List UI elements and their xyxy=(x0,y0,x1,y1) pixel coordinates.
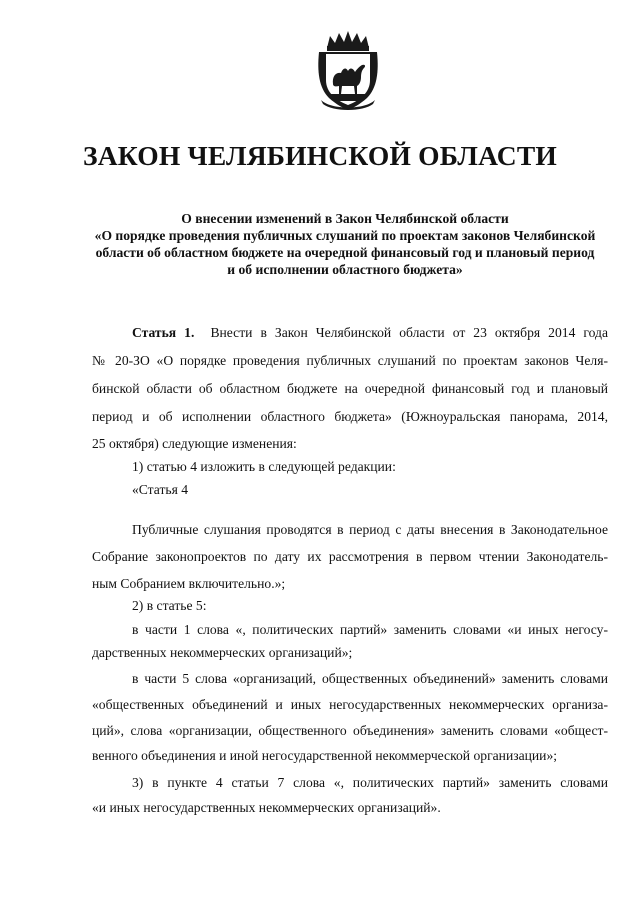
text-line: «общественных объединений и иных негосударственных некоммерческих организа- xyxy=(92,697,608,712)
subtitle-line: области об областном бюджете на очередной финансовый год и плановый период xyxy=(95,245,595,260)
law-title: ЗАКОН ЧЕЛЯБИНСКОЙ ОБЛАСТИ xyxy=(83,140,557,171)
text-line: ным Собранием включительно.»; xyxy=(92,576,286,591)
text-line: № 20-ЗО «О порядке проведения публичных слушаний по проектам законов Челя- xyxy=(92,353,608,368)
text-line: ций», слова «организации, общественного объединения» заменить словами «общест- xyxy=(92,723,608,738)
text-line: Собрание законопроектов по дату их рассмотрения в первом чтении Законодатель- xyxy=(92,549,608,564)
coat-of-arms-emblem xyxy=(313,28,383,112)
text-line: Внести в Закон Челябинской области от 23 октября 2014 года xyxy=(210,325,608,340)
text-line: «и иных негосударственных некоммерческих организаций». xyxy=(92,800,441,815)
subtitle-line: О внесении изменений в Закон Челябинской области xyxy=(181,211,509,226)
text-line: венного объединения и иной негосударственной некоммерческой организации»; xyxy=(92,748,558,763)
text-line: 1) статью 4 изложить в следующей редакции: xyxy=(132,459,396,474)
text-line: в части 5 слова «организаций, общественных объединений» заменить словами xyxy=(132,671,608,686)
text-line: в части 1 слова «, политических партий» заменить словами «и иных негосу- xyxy=(132,622,608,637)
text-line: «Статья 4 xyxy=(132,482,189,497)
law-subtitle xyxy=(80,210,610,278)
text-line: 3) в пункте 4 статьи 7 слова «, политических партий» заменить словами xyxy=(132,775,608,790)
text-line: бинской области об областном бюджете на очередной финансовый год и плановый xyxy=(92,381,608,396)
coat-of-arms-icon xyxy=(313,28,383,112)
text-line: период и об исполнении областного бюджета» (Южноуральская панорама, 2014, xyxy=(92,409,608,424)
text-line: дарственных некоммерческих организаций»; xyxy=(92,645,353,660)
text-line: Публичные слушания проводятся в период с даты внесения в Законодательное xyxy=(132,522,608,537)
article-1-first-line xyxy=(132,325,608,341)
subtitle-line: и об исполнении областного бюджета» xyxy=(227,262,463,277)
text-line: 2) в статье 5: xyxy=(132,598,207,613)
article-label: Статья 1. xyxy=(132,325,195,340)
subtitle-line: «О порядке проведения публичных слушаний по проектам законов Челябинской xyxy=(94,228,596,243)
text-line: 25 октября) следующие изменения: xyxy=(92,436,297,451)
